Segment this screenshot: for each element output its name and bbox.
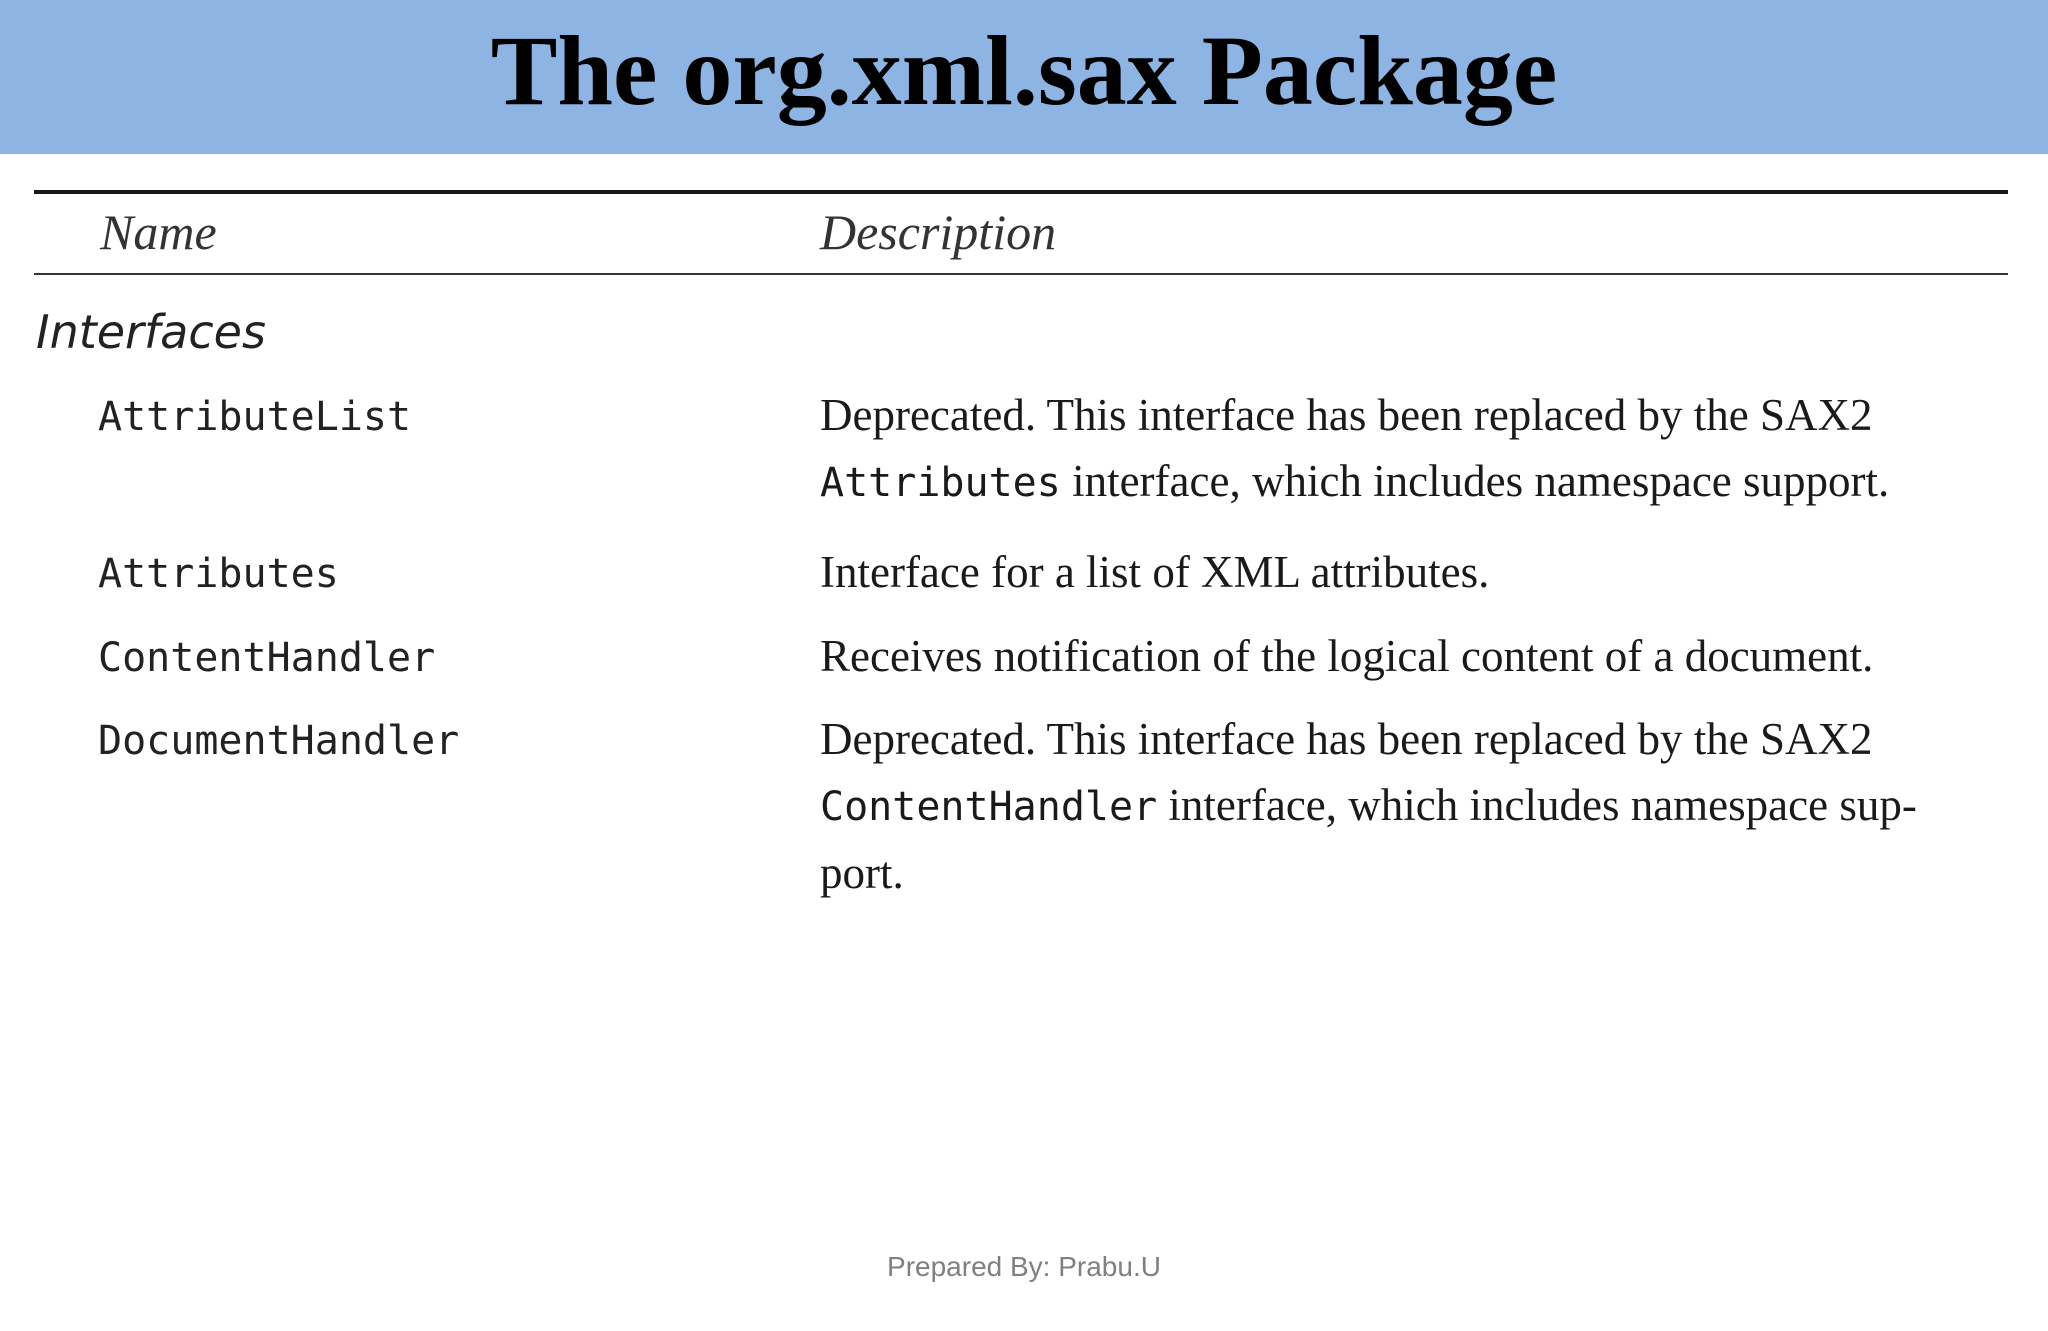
row-name-documenthandler: DocumentHandler <box>98 718 460 764</box>
slide-title: The org.xml.sax Package <box>490 15 1558 126</box>
description-line: port. <box>820 848 904 898</box>
row-description-attributelist <box>820 382 2020 516</box>
table-top-rule <box>34 190 2008 194</box>
column-header-description: Description <box>820 204 1057 260</box>
section-label-interfaces: Interfaces <box>36 305 266 359</box>
description-line <box>820 772 2020 840</box>
description-text: interface, which includes namespace support. <box>1060 456 1890 506</box>
footer-credit: Prepared By: Prabu.U <box>887 1251 1161 1282</box>
description-line: Deprecated. This interface has been replaced by the SAX2 <box>820 714 1873 764</box>
title-bar <box>0 0 2048 154</box>
description-line: Deprecated. This interface has been replaced by the SAX2 <box>820 390 1873 440</box>
description-text: interface, which includes namespace sup- <box>1157 780 1917 830</box>
row-name-contenthandler: ContentHandler <box>98 635 436 681</box>
code-term: ContentHandler <box>820 784 1158 830</box>
description-line <box>820 448 2020 516</box>
row-name-attributelist: AttributeList <box>98 394 412 440</box>
code-term: Attributes <box>820 460 1061 506</box>
row-description-documenthandler <box>820 706 2020 906</box>
description-line: Interface for a list of XML attributes. <box>820 547 1490 597</box>
row-name-attributes: Attributes <box>98 551 339 597</box>
description-line: Receives notification of the logical content of a document. <box>820 631 1874 681</box>
table-header-rule <box>34 273 2008 275</box>
column-header-name: Name <box>100 204 217 260</box>
row-description-contenthandler <box>820 623 2020 689</box>
row-description-attributes <box>820 539 2020 605</box>
